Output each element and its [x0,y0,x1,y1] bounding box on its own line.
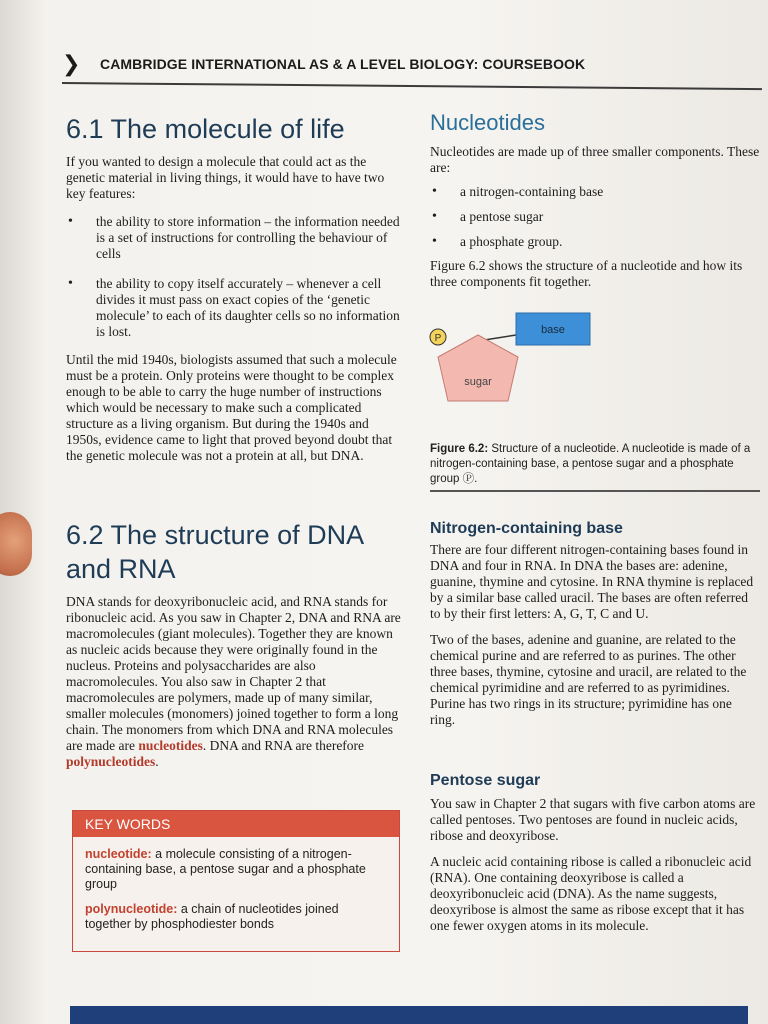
nucleotide-figure [420,305,620,435]
base-label: base [541,324,565,336]
nucleotides-intro: Nucleotides are made up of three smaller components. These are: [430,144,760,175]
key-word-item [85,902,387,932]
section-6-2-heading-line2: and RNA [66,554,176,584]
nitrogen-base-paragraph-1: There are four different nitrogen-containing bases found in DNA and four in RNA. In DNA the bases are: adenine, guanine, thymine and cytosine. In RNA thymine is replaced by a similar base called uracil. The bases are often referred to by their first letters: A, G, T, C and U. [430,542,754,621]
pentose-sugar-paragraph-2: A nucleic acid containing ribose is called a ribonucleic acid (RNA). One containing deoxyribose is called a deoxyribonucleic acid (DNA). As the name suggests, deoxyribose is almost the same as ribose except that it has one fewer oxygen atoms in its molecule. [430,854,752,933]
key-word-term: nucleotide: [85,847,152,861]
key-word-item [85,847,387,892]
section-6-2-heading-line1: 6.2 The structure of DNA [66,520,365,550]
figure-caption-end: . [474,473,478,485]
bullet-item: • the ability to copy itself accurately – whenever a cell divides it must pass on exact copies of the ‘genetic molecule’ to each of its daughter cells so no information is lost. [66,276,406,340]
nitrogen-base-paragraph-2: Two of the bases, adenine and guanine, are related to the chemical purine and are referred to as purines. The other three bases, thymine, cytosine and uracil, are related to the chemical pyrimidine and are referred to as pyrimidines. Purine has two rings in its structure; pyrimidine has one ring. [430,632,747,727]
bullet-item: • a phosphate group. [430,234,760,250]
bullet-item: • a pentose sugar [430,209,760,225]
sugar-label: sugar [464,376,492,388]
figure-caption-label: Figure 6.2: [430,443,489,455]
key-word-definition: a molecule consisting of a nitrogen-containing base, a pentose sugar and a phosphate group [85,847,366,891]
header-title-plain: CAMBRIDGE INTERNATIONAL AS & A LEVEL BIOLOGY: [100,56,483,72]
section-6-2-paragraph [66,594,406,770]
phosphate-label: P [434,333,442,344]
section-6-1-intro: If you wanted to design a molecule that could act as the genetic material in living things, it would have to have two key features: [66,154,385,201]
keyword-polynucleotides: polynucleotides [66,754,156,769]
figure-rule [430,490,760,492]
nucleotides-bullets [430,184,760,250]
header-title-bold: COURSEBOOK [482,56,586,72]
phosphate-symbol: Ⓟ [462,473,475,485]
section-nitrogen-base [430,520,760,728]
bullet-item: • the ability to store information – the information needed is a set of instructions for controlling the behaviour of cells [66,214,406,262]
keyword-nucleotides: nucleotides [138,738,203,753]
key-word-definition: a chain of nucleotides joined together by phosphodiester bonds [85,902,339,931]
section-nucleotides [430,110,760,290]
section-pentose-sugar [430,772,760,934]
figure-caption [430,442,760,487]
nucleotides-heading: Nucleotides [430,110,545,135]
footer-bar [70,1006,748,1024]
section-6-1 [66,112,406,464]
nucleotides-paragraph: Figure 6.2 shows the structure of a nucleotide and how its three components fit together. [430,258,743,289]
sugar-pentagon [438,335,518,401]
thumb [0,512,32,576]
chevron-right-icon: ❯ [62,52,81,77]
section-6-2 [66,518,406,770]
section-6-2-heading [66,518,406,586]
bullet-item: • a nitrogen-containing base [430,184,760,200]
section-6-2-text-start: DNA stands for deoxyribonucleic acid, and RNA stands for ribonucleic acid. As you saw in Chapter 2, DNA and RNA are macromolecules (giant molecules). Together they are known as nucleic acids because they were originally found in the nucleus. Proteins and polysaccharides are also macromolecules. You also saw in Chapter 2 that macromolecules are polymers, made up of many similar, smaller molecules (monomers) joined together to form a long chain. The monomers from which DNA and RNA molecules are made are [66,594,401,753]
section-6-1-heading: 6.1 The molecule of life [66,114,345,144]
pentose-sugar-heading: Pentose sugar [430,772,541,789]
section-6-1-paragraph: Until the mid 1940s, biologists assumed that such a molecule must be a protein. Only proteins were thought to be complex enough to be able to carry the huge number of instructions which would be necessary to make such a complicated structure as a living organism. But during the 1940s and 1950s, evidence came to light that proved beyond doubt that the genetic molecule was not a protein at all, but DNA. [66,352,397,463]
key-words-title: KEY WORDS [73,811,399,837]
header-title [100,56,585,72]
pentose-sugar-paragraph-1: You saw in Chapter 2 that sugars with five carbon atoms are called pentoses. Two pentoses are found in nucleic acids, ribose and deoxyribose. [430,796,756,843]
nitrogen-base-heading: Nitrogen-containing base [430,520,623,537]
key-word-term: polynucleotide: [85,902,178,916]
section-6-1-bullets [66,214,406,340]
key-words-box [72,810,400,952]
section-6-2-text-end: . [155,754,159,769]
section-6-2-text-mid: . DNA and RNA are therefore [202,738,365,753]
key-words-body [73,837,399,942]
figure-caption-text: Structure of a nucleotide. A nucleotide is made of a nitrogen-containing base, a pentose sugar and a phosphate group [430,443,751,485]
